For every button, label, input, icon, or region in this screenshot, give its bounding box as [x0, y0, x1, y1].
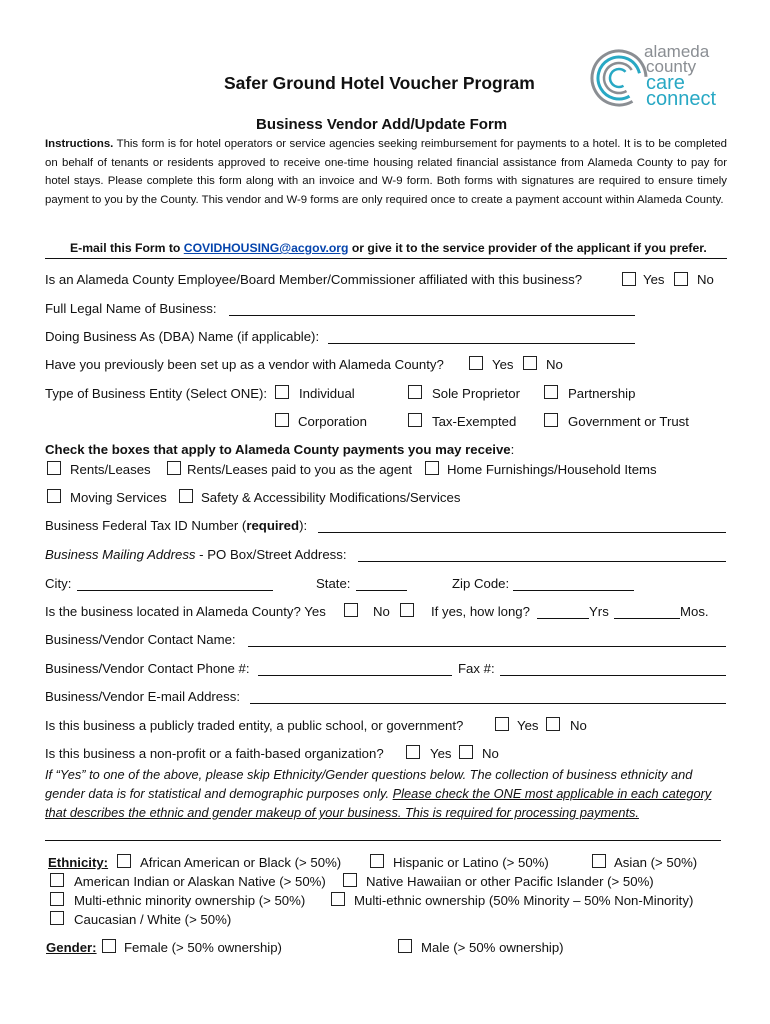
ethnicity-african-american-checkbox[interactable]	[117, 854, 131, 868]
ethnicity-multi-minority-checkbox[interactable]	[50, 892, 64, 906]
located-no-checkbox[interactable]	[400, 603, 414, 617]
ethnicity-native-hawaiian-checkbox[interactable]	[343, 873, 357, 887]
alameda-county-care-connect-logo	[588, 44, 728, 110]
located-no-label: No	[373, 604, 390, 619]
ethnicity-multi-ethnic-label: Multi-ethnic ownership (50% Minority – 50% Non-Minority)	[354, 893, 694, 908]
payment-safety-checkbox[interactable]	[179, 489, 193, 503]
q-nonprofit-yes-checkbox[interactable]	[406, 745, 420, 759]
dba-field[interactable]	[328, 343, 635, 344]
payments-colon: :	[510, 442, 515, 457]
email-instruction	[70, 241, 707, 255]
ethnicity-multi-ethnic-checkbox[interactable]	[331, 892, 345, 906]
entity-individual-checkbox[interactable]	[275, 385, 289, 399]
gender-male-label: Male (> 50% ownership)	[421, 940, 564, 955]
notes-divider	[45, 840, 721, 841]
payment-rents-checkbox[interactable]	[47, 461, 61, 475]
form-subtitle: Business Vendor Add/Update Form	[256, 116, 508, 133]
email-link[interactable]: COVIDHOUSING@acgov.org	[183, 241, 349, 255]
contact-email-field[interactable]	[250, 703, 726, 704]
entity-tax-exempted-checkbox[interactable]	[408, 413, 422, 427]
dba-label: Doing Business As (DBA) Name (if applicable):	[45, 329, 320, 344]
email-divider	[45, 258, 727, 259]
years-field[interactable]	[537, 618, 589, 619]
logo-line-care: care	[646, 72, 685, 94]
city-field[interactable]	[77, 590, 273, 591]
ethnicity-multi-minority-label: Multi-ethnic minority ownership (> 50%)	[74, 893, 306, 908]
ethnicity-asian-checkbox[interactable]	[592, 854, 606, 868]
ethnicity-caucasian-checkbox[interactable]	[50, 911, 64, 925]
tax-id-field[interactable]	[318, 532, 726, 533]
ethnicity-caucasian-label: Caucasian / White (> 50%)	[74, 912, 232, 927]
payment-rents-agent-label: Rents/Leases paid to you as the agent	[187, 462, 413, 477]
tax-id-prefix: Business Federal Tax ID Number (	[45, 518, 247, 533]
entity-corporation-label: Corporation	[298, 414, 367, 429]
located-label: Is the business located in Alameda County? Yes	[45, 604, 326, 619]
entity-partnership-checkbox[interactable]	[544, 385, 558, 399]
contact-name-label: Business/Vendor Contact Name:	[45, 632, 236, 647]
q-employee-yes-checkbox[interactable]	[622, 272, 636, 286]
located-yes-checkbox[interactable]	[344, 603, 358, 617]
q-employee-no-checkbox[interactable]	[674, 272, 688, 286]
ethnicity-african-american-label: African American or Black (> 50%)	[140, 855, 342, 870]
zip-field[interactable]	[513, 590, 634, 591]
q-nonprofit-yes-label: Yes	[430, 746, 452, 761]
entity-sole-proprietor-checkbox[interactable]	[408, 385, 422, 399]
mailing-rest: - PO Box/Street Address:	[195, 547, 347, 562]
logo-line-county: county	[646, 57, 697, 76]
tax-id-label	[45, 518, 307, 533]
q-vendor-label: Have you previously been set up as a vendor with Alameda County?	[45, 357, 444, 372]
payment-rents-label: Rents/Leases	[70, 462, 151, 477]
entity-corporation-checkbox[interactable]	[275, 413, 289, 427]
entity-government-trust-checkbox[interactable]	[544, 413, 558, 427]
entity-sole-proprietor-label: Sole Proprietor	[432, 386, 520, 401]
zip-label: Zip Code:	[452, 576, 510, 591]
instructions-text: This form is for hotel operators or service agencies seeking reimbursement for payments to a hotel. It is to be completed on behalf of tenants or residents approved to receive one-time housing related financial assistance from Alameda County to pay for hotel stays. Please complete this form along with an invoice and W-9 form. Both forms with signatures are required to ensure timely payment to you by the County. This vendor and W-9 forms are only required once to create a payment account within Alameda County.	[45, 138, 727, 206]
payments-label: Check the boxes that apply to Alameda County payments you may receive	[45, 442, 511, 457]
years-label: Yrs	[589, 604, 609, 619]
gender-label: Gender:	[46, 940, 97, 955]
ethnicity-label: Ethnicity:	[48, 855, 109, 870]
payment-furnishings-checkbox[interactable]	[425, 461, 439, 475]
payments-heading	[45, 442, 514, 457]
state-field[interactable]	[356, 590, 407, 591]
payment-furnishings-label: Home Furnishings/Household Items	[447, 462, 657, 477]
q-public-no-checkbox[interactable]	[546, 717, 560, 731]
ethnicity-american-indian-checkbox[interactable]	[50, 873, 64, 887]
tax-id-suffix: ):	[299, 518, 308, 533]
fax-label: Fax #:	[458, 661, 495, 676]
mailing-italic: Business Mailing Address	[45, 547, 196, 562]
logo-line-connect: connect	[646, 88, 717, 110]
legal-name-field[interactable]	[229, 315, 635, 316]
notes-text-1: If “Yes” to one of the above, please skip Ethnicity/Gender questions below. The collection of business ethnicity and gender data is for statistical and demographic purposes only.	[45, 767, 693, 801]
q-nonprofit-no-label: No	[482, 746, 499, 761]
gender-female-label: Female (> 50% ownership)	[124, 940, 282, 955]
mailing-address-label	[45, 547, 347, 562]
q-public-no-label: No	[570, 718, 587, 733]
tax-id-required: required	[246, 518, 300, 533]
contact-email-label: Business/Vendor E-mail Address:	[45, 689, 240, 704]
payment-moving-label: Moving Services	[70, 490, 167, 505]
email-suffix: or give it to the service provider of the applicant if you prefer.	[348, 241, 707, 255]
ethnicity-hispanic-label: Hispanic or Latino (> 50%)	[393, 855, 549, 870]
months-field[interactable]	[614, 618, 680, 619]
q-employee-label: Is an Alameda County Employee/Board Member/Commissioner affiliated with this business?	[45, 272, 583, 287]
payment-rents-agent-checkbox[interactable]	[167, 461, 181, 475]
q-employee-yes-label: Yes	[643, 272, 665, 287]
logo-line-alameda: alameda	[644, 42, 710, 61]
entity-label: Type of Business Entity (Select ONE):	[45, 386, 268, 401]
how-long-label: If yes, how long?	[431, 604, 530, 619]
q-public-yes-checkbox[interactable]	[495, 717, 509, 731]
entity-partnership-label: Partnership	[568, 386, 636, 401]
ethnicity-asian-label: Asian (> 50%)	[614, 855, 698, 870]
q-employee-no-label: No	[697, 272, 714, 287]
payment-safety-label: Safety & Accessibility Modifications/Services	[201, 490, 461, 505]
q-vendor-yes-checkbox[interactable]	[469, 356, 483, 370]
instructions-paragraph	[45, 135, 727, 209]
entity-individual-label: Individual	[299, 386, 355, 401]
q-vendor-no-label: No	[546, 357, 563, 372]
email-prefix: E-mail this Form to	[70, 241, 184, 255]
ethnicity-native-hawaiian-label: Native Hawaiian or other Pacific Islander (> 50%)	[366, 874, 654, 889]
ethnicity-gender-notes	[45, 765, 725, 822]
q-nonprofit-no-checkbox[interactable]	[459, 745, 473, 759]
legal-name-label: Full Legal Name of Business:	[45, 301, 217, 316]
page-title: Safer Ground Hotel Voucher Program	[224, 73, 535, 93]
mailing-address-field[interactable]	[358, 561, 726, 562]
payment-moving-checkbox[interactable]	[47, 489, 61, 503]
gender-male-checkbox[interactable]	[398, 939, 412, 953]
entity-tax-exempted-label: Tax-Exempted	[432, 414, 517, 429]
city-label: City:	[45, 576, 72, 591]
state-label: State:	[316, 576, 351, 591]
q-public-yes-label: Yes	[517, 718, 539, 733]
q-vendor-no-checkbox[interactable]	[523, 356, 537, 370]
q-vendor-yes-label: Yes	[492, 357, 514, 372]
notes-text-2: Please check the ONE most applicable in each category that describes the ethnic and gender makeup of your business. This is required for processing payments.	[45, 786, 712, 820]
logo-c-mark-icon	[588, 47, 650, 109]
instructions-label: Instructions.	[45, 138, 114, 150]
gender-female-checkbox[interactable]	[102, 939, 116, 953]
contact-phone-field[interactable]	[258, 675, 452, 676]
ethnicity-american-indian-label: American Indian or Alaskan Native (> 50%)	[74, 874, 326, 889]
contact-phone-label: Business/Vendor Contact Phone #:	[45, 661, 250, 676]
months-label: Mos.	[680, 604, 709, 619]
q-public-label: Is this business a publicly traded entity, a public school, or government?	[45, 718, 464, 733]
q-nonprofit-label: Is this business a non-profit or a faith-based organization?	[45, 746, 384, 761]
ethnicity-hispanic-checkbox[interactable]	[370, 854, 384, 868]
entity-government-trust-label: Government or Trust	[568, 414, 689, 429]
fax-field[interactable]	[500, 675, 726, 676]
contact-name-field[interactable]	[248, 646, 726, 647]
